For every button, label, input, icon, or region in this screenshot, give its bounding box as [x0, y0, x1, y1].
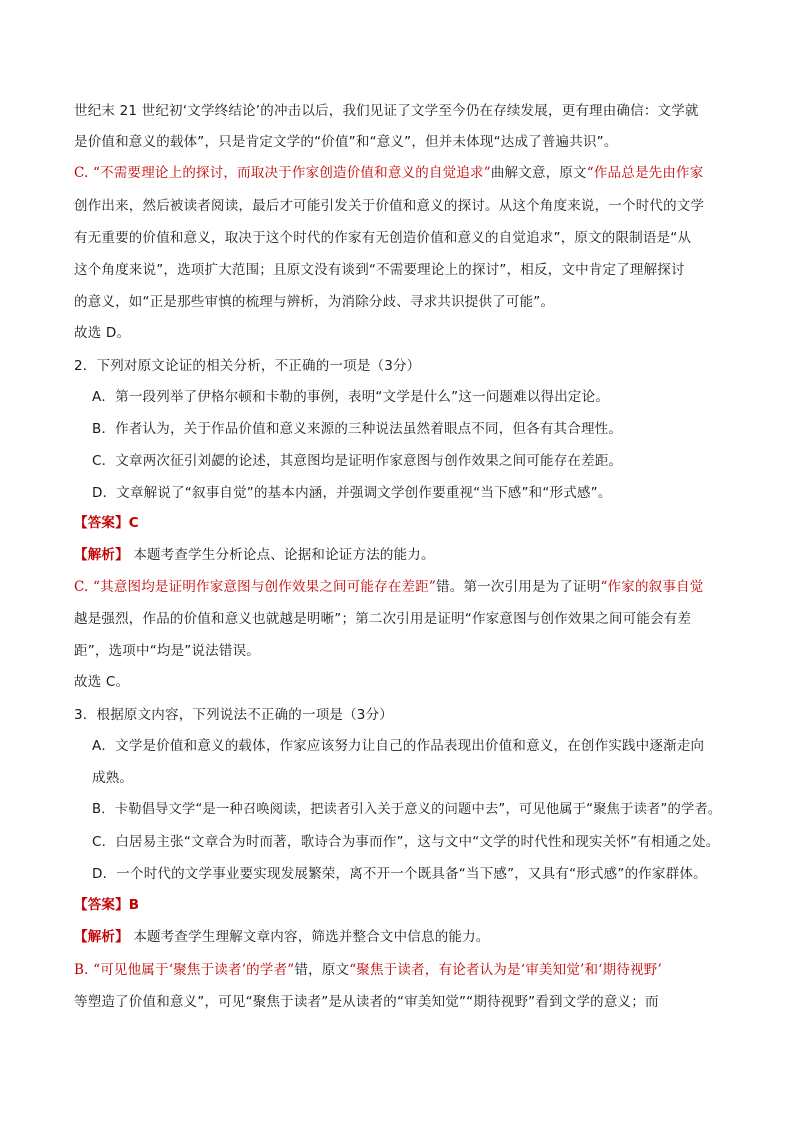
- paragraph-line: 距”，选项中“均是”说法错误。: [74, 643, 260, 659]
- analysis-text: 本题考查学生理解文章内容，筛选并整合文中信息的能力。: [133, 929, 490, 945]
- question-3-explanation-line: [74, 960, 734, 980]
- paragraph-line: 这个角度来说”，选项扩大范围；且原文没有谈到“不需要理论上的探讨”，相反，文中肯定了理解探讨: [74, 262, 685, 278]
- question-3-analysis: [74, 927, 734, 947]
- explanation-c-line: [74, 163, 734, 183]
- explanation-text: 错，原文: [294, 962, 350, 978]
- question-3-option-a: A．文学是价值和意义的载体，作家应该努力让自己的作品表现出价值和意义，在创作实践中逐渐走向: [92, 738, 705, 754]
- analysis-text: 本题考查学生分析论点、论据和论证方法的能力。: [133, 547, 435, 563]
- paragraph-line: 世纪末 21 世纪初‘文学终结论’的冲击以后，我们见证了文学至今仍在存续发展，更有理由确信：文学就: [74, 103, 699, 119]
- paragraph-line: 有无重要的价值和意义，取决于这个时代的作家有无创造价值和意义的自觉追求”，原文的限制语是“从: [74, 230, 692, 246]
- question-2-option-d: D．文章解说了“叙事自觉”的基本内涵，并强调文学创作要重视“当下感”和“形式感”。: [92, 485, 612, 501]
- question-3-option-d: D．一个时代的文学事业要实现发展繁荣，离不开一个既具备“当下感”，又具有“形式感”的作家群体。: [92, 866, 707, 882]
- original-quote: “作品总是先由作家: [586, 165, 704, 181]
- original-quote: “聚焦于读者，有论者认为是‘审美知觉’和‘期待视野’: [349, 962, 662, 978]
- paragraph-line: 的意义，如“正是那些审慎的梳理与辨析，为消除分歧、寻求共识提供了可能”。: [74, 294, 555, 310]
- question-3-option-b: B．卡勒倡导文学“是一种召唤阅读，把读者引入关于意义的问题中去”，可见他属于“聚焦于读者”的学者。: [92, 802, 722, 817]
- option-c-quote: C. “其意图均是证明作家意图与创作效果之间可能存在差距”: [74, 579, 437, 595]
- answer-choice: 故选 D。: [74, 325, 131, 341]
- explanation-text: 曲解文意，原文: [490, 165, 587, 181]
- paragraph-line: 等塑造了价值和意义”，可见“聚焦于读者”是从读者的“审美知觉”“期待视野”看到文学的意义；而: [74, 994, 659, 1010]
- question-2-explanation-line: [74, 577, 734, 597]
- question-2-analysis: [74, 545, 734, 565]
- explanation-text: 错。第一次引用是为了证明: [436, 579, 601, 595]
- paragraph-line: 创作出来，然后被读者阅读，最后才可能引发关于价值和意义的探讨。从这个角度来说，一个时代的文学: [74, 198, 705, 214]
- question-3-option-a-cont: 成熟。: [92, 770, 134, 786]
- question-2-option-b: B．作者认为，关于作品价值和意义来源的三种说法虽然着眼点不同，但各有其合理性。: [92, 421, 623, 437]
- option-b-quote: B. “可见他属于‘聚焦于读者’的学者”: [74, 962, 295, 978]
- question-2-stem: 2．下列对原文论证的相关分析，不正确的一项是（3分）: [74, 358, 421, 374]
- option-c-quote: C. “不需要理论上的探讨，而取决于作家创造价值和意义的自觉追求”: [74, 165, 491, 181]
- analysis-label: 【解析】: [74, 547, 129, 563]
- paragraph-line: 越是强烈，作品的价值和意义也就越是明晰”；第二次引用是证明“作家意图与创作效果之间可能会有差: [74, 611, 692, 627]
- question-2-answer: 【答案】C: [74, 515, 139, 531]
- analysis-label: 【解析】: [74, 929, 129, 945]
- answer-choice: 故选 C。: [74, 674, 130, 690]
- question-2-option-c: C．文章两次征引刘勰的论述，其意图均是证明作家意图与创作效果之间可能存在差距。: [92, 453, 623, 469]
- question-3-stem: 3．根据原文内容，下列说法不正确的一项是（3分）: [74, 707, 393, 723]
- question-2-option-a: A．第一段列举了伊格尔顿和卡勒的事例，表明“文学是什么”这一问题难以得出定论。: [92, 389, 610, 405]
- original-quote: “作家的叙事自觉: [600, 579, 704, 595]
- paragraph-line: 是价值和意义的载体”，只是肯定文学的“价值”和“意义”，但并未体现“达成了普遍共识”。: [74, 134, 618, 150]
- question-3-option-c: C．白居易主张“文章合为时而著，歌诗合为事而作”，这与文中“文学的时代性和现实关怀”有相通之处。: [92, 834, 720, 850]
- question-3-answer: 【答案】B: [74, 897, 140, 913]
